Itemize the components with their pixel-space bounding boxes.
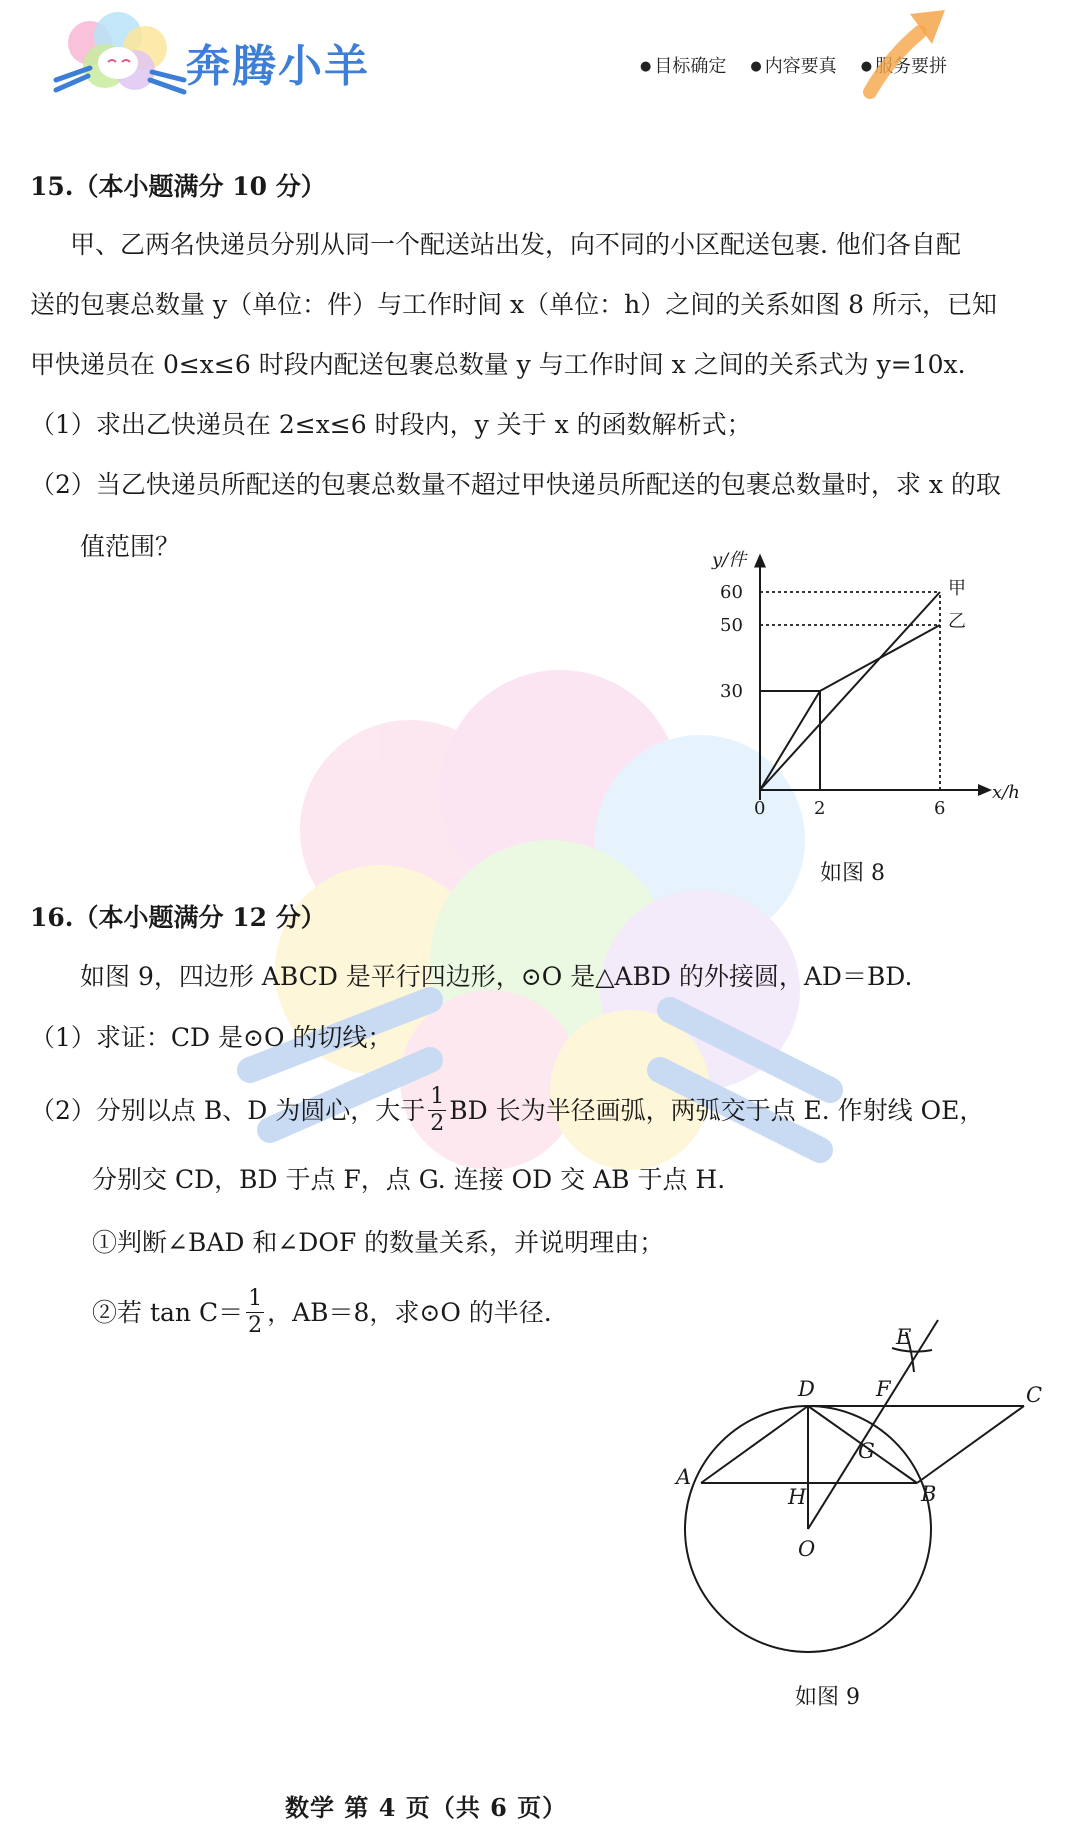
point-label-h: H: [788, 1485, 807, 1509]
figure-8-caption: 如图 8: [820, 861, 885, 886]
page-footer: 数学 第 4 页（共 6 页）: [285, 1793, 568, 1822]
arrow-icon: [850, 2, 960, 102]
figure-8-chart: [690, 540, 1050, 830]
fraction-half: [246, 1288, 264, 1337]
y-axis-arrow: [754, 554, 766, 568]
point-label-a: A: [676, 1465, 692, 1489]
series-line: [760, 625, 940, 790]
y-tick-label: 50: [720, 615, 743, 636]
q15-paragraph-line: 甲、乙两名快递员分别从同一个配送站出发，向不同的小区配送包裹. 他们各自配: [70, 230, 961, 259]
slogan-item: ● 服务要拼: [861, 56, 947, 77]
header: [0, 0, 1080, 130]
point-label-d: D: [798, 1377, 815, 1401]
q16-sub2-text: ，AB＝8，求⊙O 的半径.: [267, 1298, 552, 1327]
x-axis-label: x/h: [992, 782, 1020, 803]
x-tick-label: 2: [814, 798, 826, 819]
q15-paragraph-line: 甲快递员在 0≤x≤6 时段内配送包裹总数量 y 与工作时间 x 之间的关系式为 y=10x.: [30, 350, 966, 379]
q15-title: 15.（本小题满分 10 分）: [30, 172, 326, 201]
series-label: 甲: [948, 578, 966, 599]
series-label: 乙: [948, 611, 966, 632]
q16-part2: [30, 1086, 984, 1135]
fraction-denominator: 2: [430, 1111, 445, 1136]
x-axis-arrow: [978, 784, 992, 796]
point-label-g: G: [858, 1439, 875, 1463]
point-label-f: F: [876, 1377, 891, 1401]
point-label-o: O: [798, 1537, 816, 1561]
q16-sub2-text: ②若 tan C＝: [92, 1298, 244, 1327]
q16-intro: 如图 9，四边形 ABCD 是平行四边形，⊙O 是△ABD 的外接圆，AD＝BD.: [80, 962, 913, 991]
figure-9-diagram: [676, 1320, 1060, 1700]
segment-bc: [917, 1406, 1024, 1483]
point-label-c: C: [1026, 1383, 1043, 1407]
brand-name: 奔腾小羊: [186, 41, 370, 92]
q16-part2-line2: 分别交 CD，BD 于点 F，点 G. 连接 OD 交 AB 于点 H.: [92, 1165, 726, 1194]
fraction-half: [428, 1086, 446, 1135]
fraction-numerator: 1: [248, 1286, 263, 1311]
q15-part2-cont: 值范围？: [80, 532, 181, 561]
point-label-e: E: [896, 1325, 912, 1349]
q16-sub1: ①判断∠BAD 和∠DOF 的数量关系，并说明理由；: [92, 1228, 665, 1257]
y-tick-label: 30: [720, 681, 743, 702]
x-tick-label: 0: [754, 798, 766, 819]
point-label-b: B: [921, 1482, 937, 1506]
q15-part2: （2）当乙快递员所配送的包裹总数量不超过甲快递员所配送的包裹总数量时，求 x 的取: [30, 470, 1001, 499]
q16-part2-text: BD 长为半径画弧，两弧交于点 E. 作射线 OE，: [449, 1096, 985, 1125]
q16-part2-text: （2）分别以点 B、D 为圆心，大于: [30, 1096, 426, 1125]
figure-9-caption: 如图 9: [795, 1685, 860, 1710]
q15-part1: （1）求出乙快递员在 2≤x≤6 时段内，y 关于 x 的函数解析式；: [30, 410, 752, 439]
q16-part1: （1）求证：CD 是⊙O 的切线；: [30, 1023, 393, 1052]
slogan-item: ● 内容要真: [750, 56, 836, 77]
q15-paragraph-line: 送的包裹总数量 y（单位：件）与工作时间 x（单位：h）之间的关系如图 8 所示，已知: [30, 290, 998, 319]
slogan-item: ● 目标确定: [640, 56, 726, 77]
fraction-denominator: 2: [248, 1313, 263, 1338]
x-tick-label: 6: [934, 798, 946, 819]
logo-icon: [50, 8, 190, 108]
q16-sub2: [92, 1288, 552, 1337]
y-axis-label: y/件: [712, 549, 747, 571]
y-tick-label: 60: [720, 582, 743, 603]
fraction-numerator: 1: [430, 1084, 445, 1109]
q16-title: 16.（本小题满分 12 分）: [30, 903, 326, 932]
